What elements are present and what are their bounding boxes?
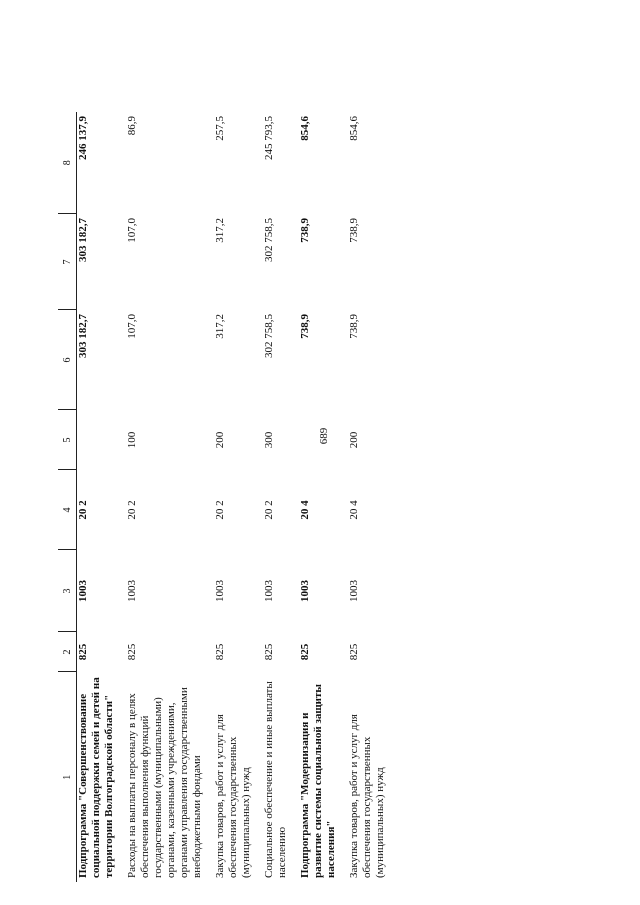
table-body	[77, 112, 398, 882]
header-col-5: 5	[58, 410, 77, 470]
row-amount-7: 738,9	[348, 218, 360, 243]
row-admin-code: 825	[299, 643, 311, 661]
row-name: Расходы на выплаты персоналу в целях обеспечения выполнения функций государственными (муниципальными) органами, казенными учреждениями, органами управления государственными внебюджетными фондами	[126, 687, 203, 878]
row-amount-8: 86,9	[126, 116, 138, 136]
row-expense-type: 200	[348, 431, 360, 449]
header-row	[58, 112, 77, 882]
row-expense-type	[77, 410, 117, 470]
row-section-code: 1003	[214, 580, 226, 602]
row-expense-type: 100	[126, 431, 138, 449]
row-name: Подпрограмма "Модернизация и развитие системы социальной защиты населения"	[299, 683, 337, 878]
row-section-code: 1003	[126, 580, 138, 602]
row-expense-type: 300	[263, 431, 275, 449]
row-program-code: 20 4	[348, 500, 360, 520]
row-amount-6: 738,9	[348, 314, 360, 339]
row-amount-7: 107,0	[126, 218, 138, 243]
row-spacer	[204, 112, 214, 882]
row-name: Подпрограмма "Совершенствование социальной поддержки семей и детей на территории Волгоградской области"	[77, 677, 115, 878]
row-spacer	[387, 112, 397, 882]
header-col-3: 3	[58, 550, 77, 632]
row-amount-6: 107,0	[126, 314, 138, 339]
rotated-page	[58, 112, 588, 882]
table-row	[348, 112, 387, 882]
header-col-6: 6	[58, 310, 77, 410]
row-expense-type	[299, 410, 338, 470]
header-col-2: 2	[58, 632, 77, 672]
row-admin-code: 825	[214, 643, 226, 661]
table-row	[214, 112, 253, 882]
row-spacer-cell	[338, 112, 348, 882]
header-col-7: 7	[58, 214, 77, 310]
row-amount-7: 317,2	[214, 218, 226, 243]
table-row	[299, 112, 338, 882]
row-section-code: 1003	[299, 580, 311, 602]
row-amount-7: 302 758,5	[263, 218, 275, 262]
row-amount-6: 317,2	[214, 314, 226, 339]
table-row	[263, 112, 289, 882]
row-admin-code: 825	[263, 643, 275, 661]
budget-table	[58, 112, 397, 882]
table-row	[126, 112, 204, 882]
row-program-code: 20 4	[299, 500, 311, 520]
row-program-code: 20 2	[77, 500, 89, 520]
row-amount-8: 257,5	[214, 116, 226, 141]
row-spacer-cell	[289, 112, 299, 882]
header-col-4: 4	[58, 470, 77, 550]
row-amount-6: 738,9	[299, 314, 311, 339]
row-spacer-cell	[116, 112, 126, 882]
row-spacer	[338, 112, 348, 882]
row-spacer-cell	[387, 112, 397, 882]
row-amount-6: 303 182,7	[77, 314, 89, 358]
row-spacer	[289, 112, 299, 882]
row-name: Закупка товаров, работ и услуг для обеспечения государственных (муниципальных) нужд	[348, 714, 386, 878]
row-section-code: 1003	[348, 580, 360, 602]
row-admin-code: 825	[348, 643, 360, 661]
row-spacer	[253, 112, 263, 882]
header-col-8: 8	[58, 112, 77, 214]
row-amount-8: 245 793,5	[263, 116, 275, 160]
row-section-code: 1003	[77, 580, 89, 602]
row-amount-8: 246 137,9	[77, 116, 89, 160]
row-spacer-cell	[204, 112, 214, 882]
row-section-code: 1003	[263, 580, 275, 602]
row-amount-7: 303 182,7	[77, 218, 89, 262]
row-admin-code: 825	[77, 643, 89, 661]
row-amount-6: 302 758,5	[263, 314, 275, 358]
row-amount-8: 854,6	[348, 116, 360, 141]
table-row	[77, 112, 117, 882]
row-expense-type: 200	[214, 431, 226, 449]
page-number: 689	[318, 427, 330, 445]
row-name: Социальное обеспечение и иные выплаты населению	[263, 681, 288, 878]
row-program-code: 20 2	[263, 500, 275, 520]
row-spacer	[116, 112, 126, 882]
row-admin-code: 825	[126, 643, 138, 661]
row-amount-8: 854,6	[299, 116, 311, 141]
row-amount-7: 738,9	[299, 218, 311, 243]
row-name: Закупка товаров, работ и услуг для обеспечения государственных (муниципальных) нужд	[214, 714, 252, 878]
row-spacer-cell	[253, 112, 263, 882]
header-col-1: 1	[58, 672, 77, 882]
row-program-code: 20 2	[126, 500, 138, 520]
row-program-code: 20 2	[214, 500, 226, 520]
